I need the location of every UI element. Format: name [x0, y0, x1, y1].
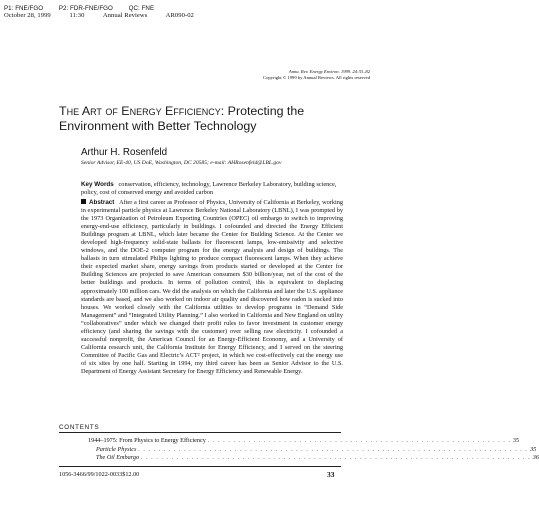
toc-entry[interactable]: [88, 437, 520, 444]
keywords: [81, 181, 343, 198]
title-small-caps: The Art of Energy Efficiency: [59, 104, 221, 118]
contents-heading: CONTENTS: [59, 424, 100, 431]
copyright-line: Copyright © 1999 by Annual Reviews. All rights reserved: [263, 75, 370, 80]
toc-entry-label: 1944–1975: From Physics to Energy Efficiency: [88, 437, 206, 444]
toc-entry-page: 35: [512, 437, 520, 444]
article-code: AR090-02: [165, 12, 194, 19]
author-affiliation: Senior Advisor, EE-40, US DoE, Washington, DC 20585; e-mail: AHRosenfeld@LBL.gov: [81, 160, 282, 166]
title-subtitle: : Protecting the Environment with Better Technology: [59, 104, 305, 133]
page-number: 33: [327, 470, 335, 479]
article-identifier: 1056-3466/99/1022-0033$12.00: [59, 471, 140, 478]
journal-citation: Annu. Rev. Energy Environ. 1999. 24:33–82: [288, 69, 370, 74]
toc-leader-dots: . . . . . . . . . . . . . . . . . . . . . . . . . . . . . . . . . . . . . . . . . . . . . . . . . . . . . . . . . . . .: [207, 437, 511, 444]
toc-subentry[interactable]: [96, 454, 539, 461]
production-code-2: P2: FDR-FNE/FGO: [58, 5, 113, 12]
production-header: [4, 5, 168, 12]
toc-entry-page: 36: [532, 454, 539, 461]
toc-entry-page: 35: [530, 446, 537, 453]
abstract-bullet-icon: [81, 199, 86, 204]
contents-rule-top: [59, 432, 341, 433]
abstract-text: After a first career as Professor of Physics, University of California at Berkeley, working in experimental particle physics at Lawrence Berkeley National Laboratory (LBNL), I was prompted by the 1973 Organization of Petroleum Exporting Countries (OPEC) oil embargo to switch to improving energy-end-use efficiency, particularly in buildings. I cofounded and directed the Energy Efficient Buildings program at LBNL, which later became the Center for Building Science. At the Center we developed high-frequency solid-state ballasts for fluorescent lamps, low-emissivity and selective windows, and the DOE-2 computer program for the energy analysis and design of buildings. The ballasts in turn stimulated Philips lighting to produce compact fluorescent lamps. When they achieve their expected market share, energy savings from products started or developed at the Center for Building Sciences are projected to save American consumers $30 billion/year, net of the cost of the better buildings and products. In terms of pollution control, this is equivalent to displacing approximately 100 million cars. We did the analysis on which the California and later the U.S. appliance standards are based, and we also worked on indoor air quality and discovered how radon is sucked into houses. We worked closely with the California utilities to develop programs in “Demand Side Management” and “Integrated Utility Planning.” I also worked in California and New England on utility “collaboratives” under which we changed their profit rules to favor investment in customer energy efficiency (and sharing the savings with the customer) over selling raw electricity. I cofounded a successful nonprofit, the American Council for an Energy-Efficient Economy, and a University of California research unit, the California Institute for Energy Efficiency, and I served on the steering Committee of Pacific Gas and Electric’s ACT² project, in which we cost-effectively cut the energy use of six sites by one half. Starting in 1994, my third career has been as Senior Advisor to the U.S. Department of Energy Assistant Secretary for Energy Efficiency and Renewable Energy.: [81, 199, 344, 375]
abstract-label: Abstract: [89, 199, 115, 206]
toc-leader-dots: . . . . . . . . . . . . . . . . . . . . . . . . . . . . . . . . . . . . . . . . . . . . . . . . . . . . . . . . . . . . . . . . . . . . . . . . . . . . .: [138, 446, 529, 453]
abstract: [81, 199, 343, 376]
production-code-3: QC: FNE: [128, 5, 155, 12]
author-name: Arthur H. Rosenfeld: [81, 147, 168, 158]
keywords-label: Key Words: [81, 181, 114, 188]
keywords-text: conservation, efficiency, technology, Lawrence Berkeley Laboratory, building science, policy, cost of conserved energy and avoided carbon: [81, 181, 337, 197]
footer-rule: [59, 466, 341, 467]
production-date-line: [4, 12, 211, 19]
article-title: [59, 104, 359, 133]
toc-entry-label: Particle Physics: [96, 446, 137, 453]
toc-leader-dots: . . . . . . . . . . . . . . . . . . . . . . . . . . . . . . . . . . . . . . . . . . . . . . . . . . . . . . . . . . . . . . . . . . . . . . . . . . . . .: [141, 454, 531, 461]
toc-subentry[interactable]: [96, 446, 537, 453]
publisher-name: Annual Reviews: [102, 12, 148, 19]
production-code-1: P1: FNE/FGO: [4, 5, 44, 12]
production-date: October 28, 1999: [4, 12, 51, 19]
production-time: 11:30: [69, 12, 85, 19]
toc-entry-label: The Oil Embargo: [96, 454, 140, 461]
